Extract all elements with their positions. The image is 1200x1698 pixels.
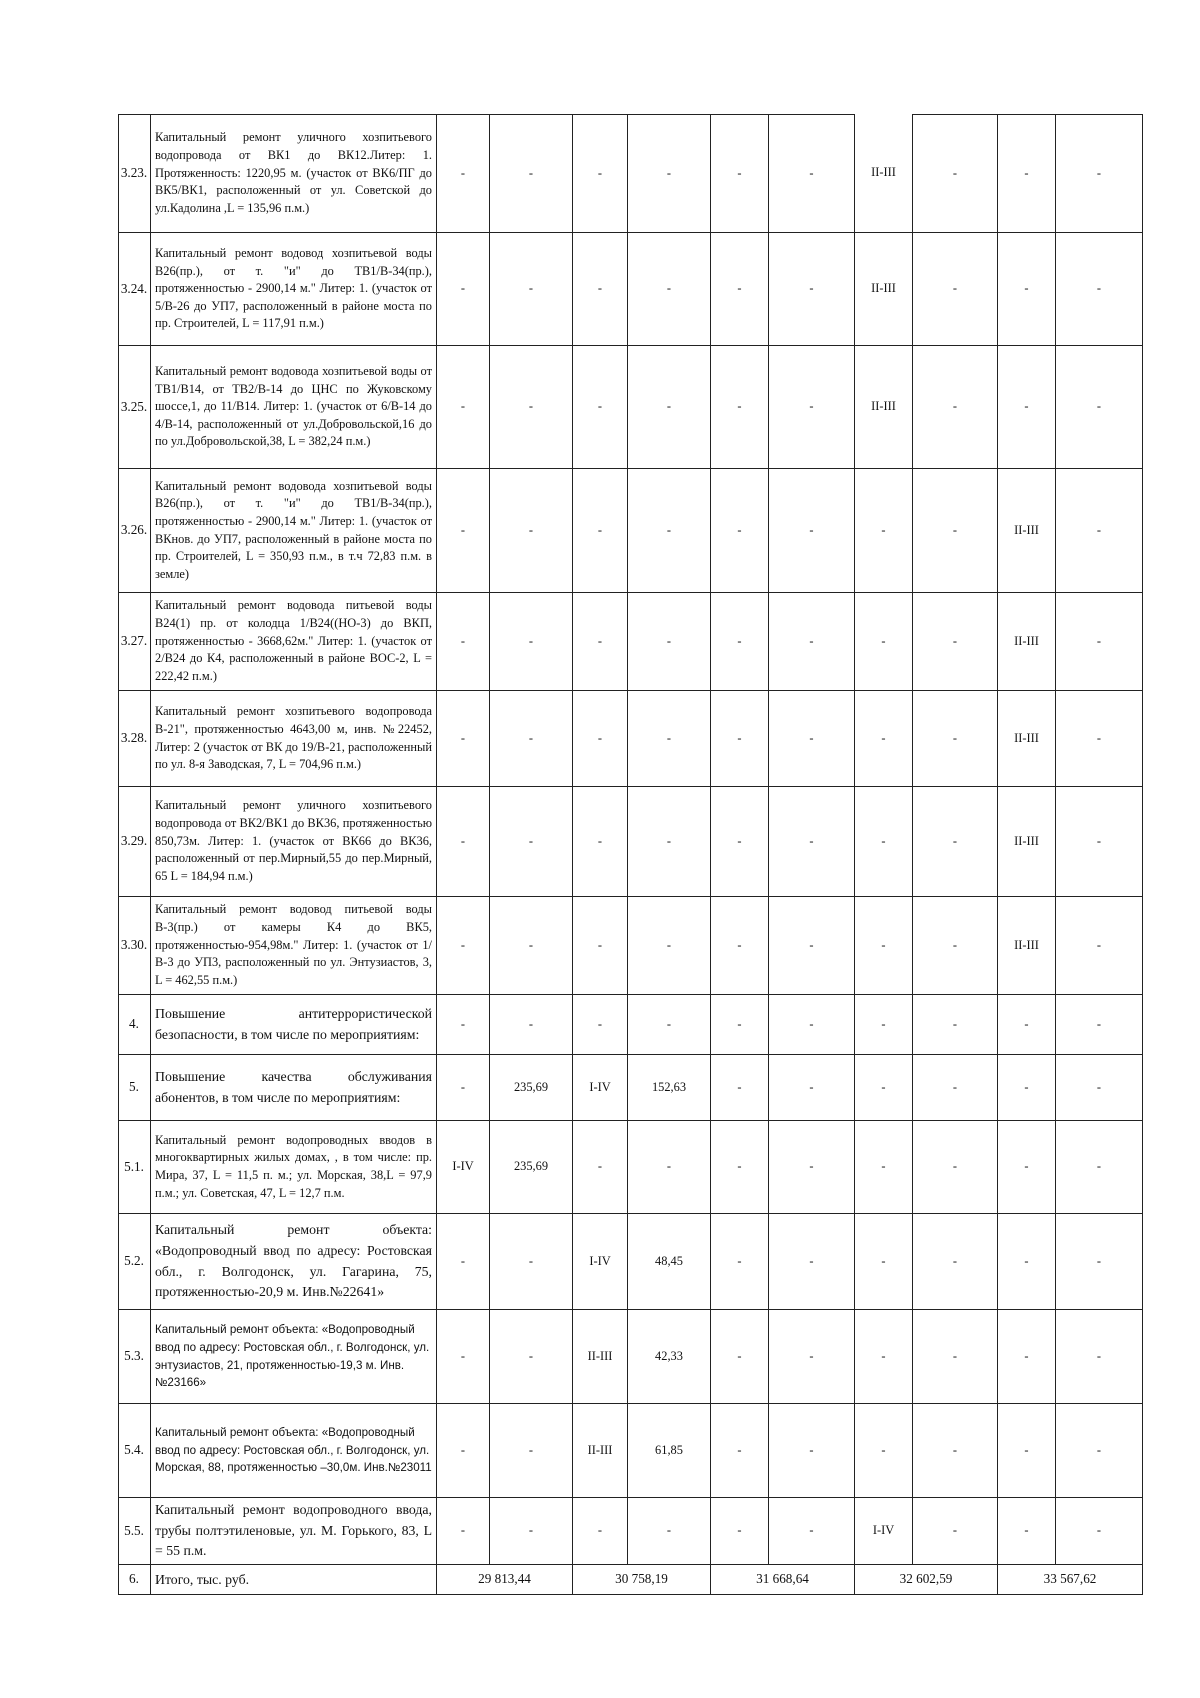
row-number: 3.28.	[119, 691, 151, 787]
row-number: 3.26.	[119, 469, 151, 593]
row-description: Капитальный ремонт объекта: «Водопроводный ввод по адресу: Ростовская обл., г. Волгодонск, ул. энтузиастов, 21, протяженностью-19,3 м. Инв.№23166»	[151, 1310, 437, 1404]
row-value-cell: -	[573, 115, 628, 233]
row-value-cell: -	[437, 995, 490, 1055]
row-value-cell: -	[437, 787, 490, 897]
row-value-cell: -	[769, 593, 855, 691]
row-value-cell: 235,69	[490, 1121, 573, 1214]
row-value-cell: -	[711, 787, 769, 897]
row-number: 3.29.	[119, 787, 151, 897]
row-value-cell: -	[490, 115, 573, 233]
row-value-cell: -	[769, 787, 855, 897]
table-row	[119, 897, 1143, 995]
row-description: Капитальный ремонт водовод хозпитьевой воды В26(пр.), от т. "и" до ТВ1/В-34(пр.), протяженностью - 2900,14 м." Литер: 1. (участок от 5/В-26 до УП7, расположенный в районе моста по пр. Строителей, L = 117,91 п.м.)	[151, 233, 437, 346]
row-value-cell: II-III	[998, 593, 1056, 691]
row-value-cell: -	[490, 346, 573, 469]
row-value-cell: -	[711, 115, 769, 233]
row-value-cell: -	[437, 1404, 490, 1498]
row-value-cell: -	[855, 897, 913, 995]
row-value-cell: I-IV	[437, 1121, 490, 1214]
row-value-cell: -	[1056, 691, 1143, 787]
table-row	[119, 691, 1143, 787]
row-value-cell: -	[628, 469, 711, 593]
row-value-cell: II-III	[573, 1404, 628, 1498]
row-description: Капитальный ремонт водопроводных вводов в многоквартирных жилых домах, , в том числе: пр. Мира, 37, L = 11,5 п. м.; ул. Морская, 38,L = 97,9 п.м.; ул. Советская, 47, L = 12,7 п.м.	[151, 1121, 437, 1214]
row-value-cell: -	[711, 233, 769, 346]
row-value-cell: -	[998, 346, 1056, 469]
row-value-cell: II-III	[855, 346, 913, 469]
row-value-cell: -	[573, 233, 628, 346]
row-description: Капитальный ремонт уличного хозпитьевого водопровода от ВК2/ВК1 до ВК36, протяженностью 850,73м. Литер: 1. (участок от ВК66 до ВК36, расположенный от пер.Мирный,55 до пер.Мирный, 65 L = 184,94 п.м.)	[151, 787, 437, 897]
row-value-cell: -	[1056, 787, 1143, 897]
row-value-cell: -	[490, 593, 573, 691]
row-value-cell: -	[573, 1498, 628, 1565]
row-value-cell: -	[855, 1404, 913, 1498]
row-value-cell: -	[769, 1310, 855, 1404]
row-value-cell: -	[998, 1404, 1056, 1498]
row-value-cell: -	[769, 995, 855, 1055]
row-value-cell: -	[628, 691, 711, 787]
row-value-cell: -	[913, 995, 998, 1055]
row-value-cell: -	[573, 469, 628, 593]
row-value-cell: -	[490, 1498, 573, 1565]
total-value: 32 602,59	[855, 1565, 998, 1595]
row-value-cell: -	[573, 346, 628, 469]
row-value-cell: -	[998, 233, 1056, 346]
row-value-cell: -	[855, 1055, 913, 1121]
row-value-cell: -	[998, 115, 1056, 233]
row-value-cell: -	[628, 1121, 711, 1214]
row-value-cell: -	[769, 1121, 855, 1214]
row-value-cell: -	[769, 1498, 855, 1565]
row-value-cell: -	[1056, 1214, 1143, 1310]
row-value-cell: -	[855, 1310, 913, 1404]
row-value-cell: -	[769, 469, 855, 593]
row-value-cell: -	[573, 897, 628, 995]
row-number: 5.2.	[119, 1214, 151, 1310]
row-description: Повышение качества обслуживания абонентов, в том числе по мероприятиям:	[151, 1055, 437, 1121]
row-number: 5.	[119, 1055, 151, 1121]
row-value-cell: -	[573, 995, 628, 1055]
row-value-cell: -	[913, 1214, 998, 1310]
row-value-cell: -	[769, 115, 855, 233]
table-row	[119, 787, 1143, 897]
row-value-cell: -	[437, 115, 490, 233]
row-value-cell: -	[711, 346, 769, 469]
row-value-cell: -	[913, 593, 998, 691]
row-value-cell: -	[437, 691, 490, 787]
row-value-cell: -	[628, 233, 711, 346]
row-number: 3.24.	[119, 233, 151, 346]
row-number: 3.27.	[119, 593, 151, 691]
row-value-cell: -	[913, 115, 998, 233]
row-value-cell: -	[1056, 1498, 1143, 1565]
row-number: 3.30.	[119, 897, 151, 995]
row-description: Капитальный ремонт объекта: «Водопроводный ввод по адресу: Ростовская обл., г. Волгодонск, ул. Гагарина, 75, протяженностью-20,9 м. Инв.№22641»	[151, 1214, 437, 1310]
row-value-cell: -	[437, 593, 490, 691]
row-value-cell: -	[769, 691, 855, 787]
row-value-cell: II-III	[855, 233, 913, 346]
row-value-cell: -	[855, 469, 913, 593]
row-value-cell: II-III	[998, 787, 1056, 897]
row-value-cell: -	[437, 233, 490, 346]
row-value-cell: -	[573, 593, 628, 691]
row-value-cell: -	[628, 995, 711, 1055]
table-row	[119, 1214, 1143, 1310]
row-value-cell: -	[998, 1310, 1056, 1404]
row-number: 5.1.	[119, 1121, 151, 1214]
row-value-cell: 48,45	[628, 1214, 711, 1310]
row-value-cell: -	[855, 1214, 913, 1310]
total-value: 33 567,62	[998, 1565, 1143, 1595]
row-value-cell: -	[490, 691, 573, 787]
total-label: Итого, тыс. руб.	[151, 1565, 437, 1595]
table-row	[119, 593, 1143, 691]
row-value-cell: -	[855, 593, 913, 691]
row-value-cell: II-III	[998, 469, 1056, 593]
row-value-cell: -	[998, 1498, 1056, 1565]
row-value-cell: -	[998, 1214, 1056, 1310]
table-row	[119, 1498, 1143, 1565]
row-value-cell: -	[490, 233, 573, 346]
table-row	[119, 1055, 1143, 1121]
total-value: 31 668,64	[711, 1565, 855, 1595]
row-value-cell: -	[437, 469, 490, 593]
row-value-cell: -	[573, 787, 628, 897]
row-value-cell: -	[437, 897, 490, 995]
row-value-cell: -	[490, 469, 573, 593]
row-value-cell: -	[1056, 593, 1143, 691]
total-row	[119, 1565, 1143, 1595]
row-value-cell: -	[913, 787, 998, 897]
row-value-cell: -	[437, 1498, 490, 1565]
row-value-cell: -	[711, 995, 769, 1055]
row-value-cell: -	[711, 469, 769, 593]
row-value-cell: -	[913, 1404, 998, 1498]
table-row	[119, 346, 1143, 469]
row-value-cell: -	[913, 346, 998, 469]
row-value-cell: -	[1056, 1404, 1143, 1498]
row-value-cell: II-III	[998, 897, 1056, 995]
row-value-cell: -	[855, 1121, 913, 1214]
row-value-cell: -	[628, 787, 711, 897]
row-value-cell: -	[437, 1055, 490, 1121]
row-value-cell: 42,33	[628, 1310, 711, 1404]
row-value-cell: -	[913, 1310, 998, 1404]
row-number: 3.23.	[119, 115, 151, 233]
row-value-cell: -	[628, 1498, 711, 1565]
table-row	[119, 1310, 1143, 1404]
row-value-cell: -	[711, 1214, 769, 1310]
table-row	[119, 1121, 1143, 1214]
row-description: Капитальный ремонт водопроводного ввода, трубы полтэтиленовые, ул. М. Горького, 83, L = 55 п.м.	[151, 1498, 437, 1565]
row-value-cell: -	[711, 1121, 769, 1214]
table-row	[119, 233, 1143, 346]
table-row	[119, 995, 1143, 1055]
row-value-cell: II-III	[573, 1310, 628, 1404]
investment-program-table	[118, 114, 1143, 1595]
row-value-cell: 61,85	[628, 1404, 711, 1498]
row-value-cell: -	[1056, 1121, 1143, 1214]
row-value-cell: -	[573, 1121, 628, 1214]
row-number: 5.5.	[119, 1498, 151, 1565]
row-value-cell: -	[769, 1055, 855, 1121]
row-value-cell: -	[490, 787, 573, 897]
row-value-cell: -	[855, 691, 913, 787]
row-value-cell: -	[998, 1055, 1056, 1121]
row-value-cell: -	[855, 995, 913, 1055]
row-value-cell: -	[711, 593, 769, 691]
row-value-cell: I-IV	[855, 1498, 913, 1565]
row-value-cell: II-III	[998, 691, 1056, 787]
row-value-cell: -	[628, 593, 711, 691]
row-value-cell: -	[913, 233, 998, 346]
row-value-cell: -	[711, 897, 769, 995]
row-number: 5.3.	[119, 1310, 151, 1404]
total-value: 30 758,19	[573, 1565, 711, 1595]
row-value-cell: -	[628, 346, 711, 469]
row-value-cell: -	[1056, 346, 1143, 469]
row-value-cell: -	[437, 346, 490, 469]
row-value-cell: -	[711, 1498, 769, 1565]
row-value-cell: 152,63	[628, 1055, 711, 1121]
row-value-cell: -	[1056, 1055, 1143, 1121]
row-value-cell: -	[437, 1214, 490, 1310]
row-value-cell: I-IV	[573, 1055, 628, 1121]
row-value-cell: -	[913, 691, 998, 787]
row-description: Капитальный ремонт водовод питьевой воды В-3(пр.) от камеры К4 до ВК5, протяженностью-954,98м." Литер: 1. (участок от 1/В-3 до УП3, расположенный по ул. Энтузиастов, 3, L = 462,55 п.м.)	[151, 897, 437, 995]
row-value-cell: -	[913, 897, 998, 995]
row-value-cell: -	[998, 995, 1056, 1055]
row-value-cell: -	[769, 346, 855, 469]
row-value-cell: -	[628, 115, 711, 233]
row-value-cell: 235,69	[490, 1055, 573, 1121]
row-value-cell: -	[1056, 897, 1143, 995]
row-value-cell: -	[437, 1310, 490, 1404]
row-description: Капитальный ремонт водовода хозпитьевой воды от ТВ1/В14, от ТВ2/В-14 до ЦНС по Жуковскому шоссе,1, до 11/В14. Литер: 1. (участок от 6/В-14 до 4/В-14, расположенный от ул.Добровольской,16 до по ул.Добровольской,38, L = 382,24 п.м.)	[151, 346, 437, 469]
row-value-cell: -	[1056, 1310, 1143, 1404]
row-description: Повышение антитеррористической безопасности, в том числе по мероприятиям:	[151, 995, 437, 1055]
row-value-cell: II-III	[855, 115, 913, 233]
row-value-cell: -	[490, 1404, 573, 1498]
row-value-cell: I-IV	[573, 1214, 628, 1310]
row-value-cell: -	[490, 995, 573, 1055]
row-value-cell: -	[1056, 995, 1143, 1055]
row-value-cell: -	[769, 1214, 855, 1310]
row-description: Капитальный ремонт хозпитьевого водопровода В-21", протяженностью 4643,00 м, инв. №22452, Литер: 2 (участок от ВК до 19/В-21, расположенный по ул. 8-я Заводская, 7, L = 704,96 п.м.)	[151, 691, 437, 787]
row-value-cell: -	[913, 469, 998, 593]
table-row	[119, 1404, 1143, 1498]
row-description: Капитальный ремонт водовода питьевой воды В24(1) пр. от колодца 1/В24((НО-3) до ВКП, протяженностью - 3668,62м." Литер: 1. (участок от 2/В24 до К4, расположенный в районе ВОС-2, L = 222,42 п.м.)	[151, 593, 437, 691]
table-row	[119, 115, 1143, 233]
row-value-cell: -	[769, 897, 855, 995]
total-value: 29 813,44	[437, 1565, 573, 1595]
row-number: 4.	[119, 995, 151, 1055]
row-value-cell: -	[711, 1055, 769, 1121]
row-value-cell: -	[769, 233, 855, 346]
row-value-cell: -	[855, 787, 913, 897]
row-value-cell: -	[913, 1055, 998, 1121]
row-description: Капитальный ремонт водовода хозпитьевой воды В26(пр.), от т. "и" до ТВ1/В-34(пр.), протяженностью - 2900,14 м." Литер: 1. (участок от ВКнов. до УП7, расположенный в районе моста по пр. Строителей, L = 350,93 п.м., в т.ч 72,83 п.м. в земле)	[151, 469, 437, 593]
row-value-cell: -	[490, 897, 573, 995]
row-number: 3.25.	[119, 346, 151, 469]
row-value-cell: -	[628, 897, 711, 995]
row-value-cell: -	[711, 1310, 769, 1404]
row-description: Капитальный ремонт уличного хозпитьевого водопровода от ВК1 до ВК12.Литер: 1. Протяженность: 1220,95 м. (участок от ВК6/ПГ до ВК5/ВК1, расположенный от ул. Советской до ул.Кадолина ,L = 135,96 п.м.)	[151, 115, 437, 233]
row-value-cell: -	[1056, 115, 1143, 233]
row-value-cell: -	[490, 1214, 573, 1310]
row-value-cell: -	[1056, 469, 1143, 593]
row-value-cell: -	[998, 1121, 1056, 1214]
row-value-cell: -	[490, 1310, 573, 1404]
row-description: Капитальный ремонт объекта: «Водопроводный ввод по адресу: Ростовская обл., г. Волгодонск, ул. Морская, 88, протяженностью –30,0м. Инв.№23011	[151, 1404, 437, 1498]
table-row	[119, 469, 1143, 593]
row-value-cell: -	[913, 1121, 998, 1214]
row-value-cell: -	[913, 1498, 998, 1565]
row-value-cell: -	[573, 691, 628, 787]
row-number: 5.4.	[119, 1404, 151, 1498]
row-value-cell: -	[711, 691, 769, 787]
row-value-cell: -	[711, 1404, 769, 1498]
row-value-cell: -	[1056, 233, 1143, 346]
total-number: 6.	[119, 1565, 151, 1595]
row-value-cell: -	[769, 1404, 855, 1498]
